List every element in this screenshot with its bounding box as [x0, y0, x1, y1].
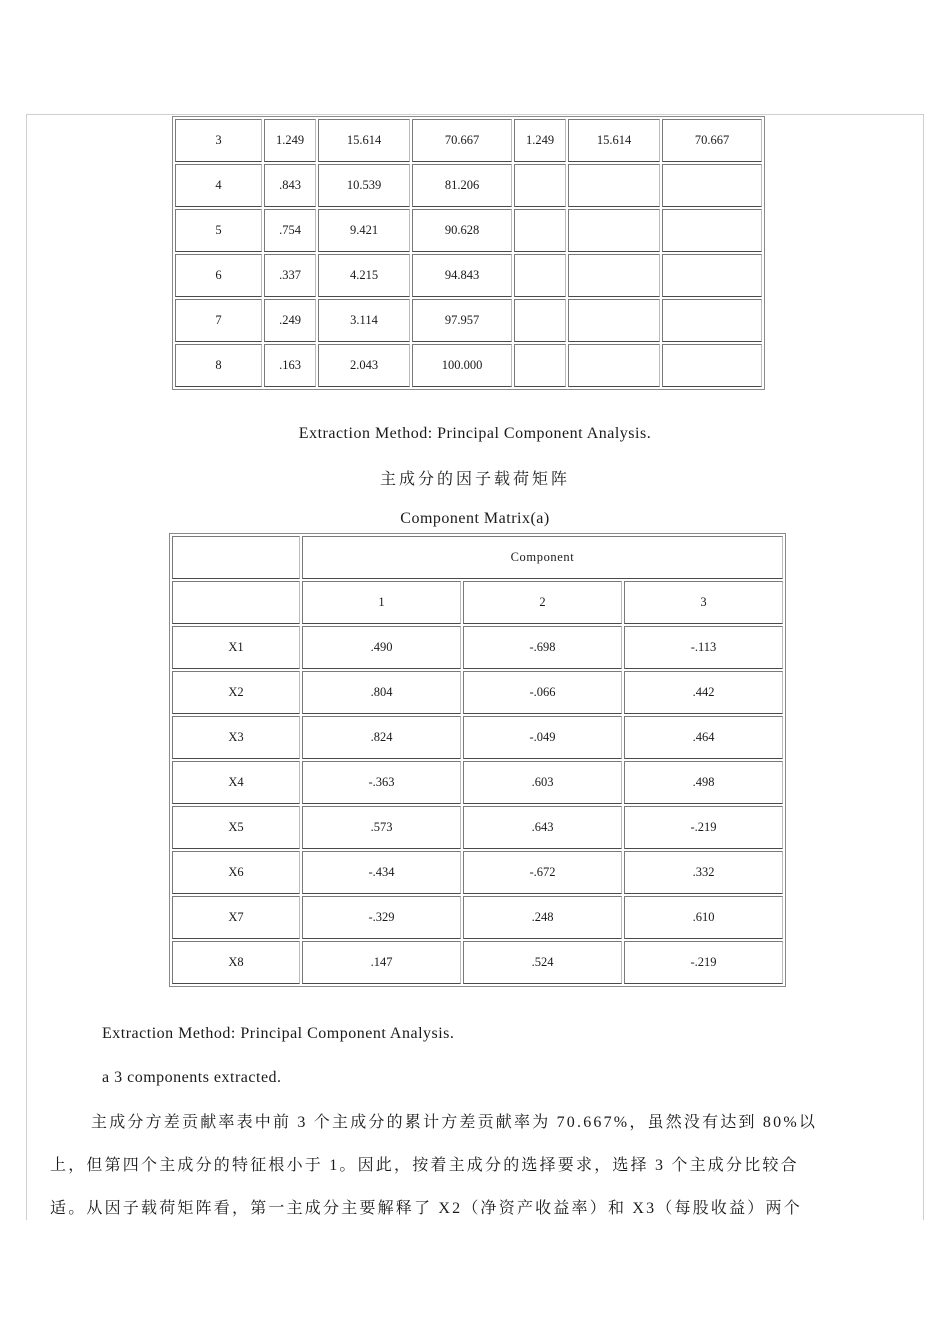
table-row: [172, 716, 783, 759]
table-cell: 6: [175, 254, 262, 297]
matrix-row-label: X3: [172, 716, 300, 759]
table-cell: .603: [463, 761, 622, 804]
table-cell: .442: [624, 671, 783, 714]
table-row: [175, 344, 762, 387]
matrix-column-header: 3: [624, 581, 783, 624]
paragraph-line-3: 适。从因子载荷矩阵看，第一主成分主要解释了 X2（净资产收益率）和 X3（每股收益）两个: [50, 1200, 802, 1217]
table-cell: .824: [302, 716, 461, 759]
table-cell: .147: [302, 941, 461, 984]
table-cell: [514, 254, 566, 297]
table-cell: 1.249: [264, 119, 316, 162]
table-cell: 15.614: [568, 119, 660, 162]
table-cell: -.113: [624, 626, 783, 669]
table-cell: .573: [302, 806, 461, 849]
table-cell: .249: [264, 299, 316, 342]
matrix-group-header-row: [172, 536, 783, 579]
matrix-row-label: X2: [172, 671, 300, 714]
component-matrix-table: [169, 533, 786, 987]
eigen-table-note: Extraction Method: Principal Component Analysis.: [298, 425, 652, 442]
matrix-footnote: a 3 components extracted.: [102, 1069, 282, 1086]
table-cell: [568, 299, 660, 342]
matrix-title-chinese: 主成分的因子载荷矩阵: [379, 469, 570, 488]
table-cell: -.066: [463, 671, 622, 714]
table-cell: [662, 164, 762, 207]
matrix-row-label: X1: [172, 626, 300, 669]
table-cell: [662, 254, 762, 297]
table-row: [172, 941, 783, 984]
table-cell: [514, 209, 566, 252]
table-cell: 81.206: [412, 164, 512, 207]
table-cell: .490: [302, 626, 461, 669]
table-cell: 7: [175, 299, 262, 342]
table-row: [172, 671, 783, 714]
table-row: [172, 806, 783, 849]
table-cell: 9.421: [318, 209, 410, 252]
table-row: [175, 299, 762, 342]
table-cell: [568, 209, 660, 252]
table-cell: -.434: [302, 851, 461, 894]
table-cell: .464: [624, 716, 783, 759]
matrix-corner-cell: [172, 581, 300, 624]
table-row: [172, 761, 783, 804]
matrix-column-header: 1: [302, 581, 461, 624]
table-cell: [514, 299, 566, 342]
table-cell: .754: [264, 209, 316, 252]
table-cell: [568, 254, 660, 297]
table-cell: .643: [463, 806, 622, 849]
table-cell: [662, 344, 762, 387]
table-cell: 15.614: [318, 119, 410, 162]
table-cell: [514, 164, 566, 207]
table-cell: 10.539: [318, 164, 410, 207]
table-row: [175, 119, 762, 162]
table-cell: .337: [264, 254, 316, 297]
matrix-row-label: X4: [172, 761, 300, 804]
table-cell: .498: [624, 761, 783, 804]
table-cell: .248: [463, 896, 622, 939]
table-cell: -.698: [463, 626, 622, 669]
table-cell: .524: [463, 941, 622, 984]
table-cell: 94.843: [412, 254, 512, 297]
table-cell: -.329: [302, 896, 461, 939]
table-cell: 97.957: [412, 299, 512, 342]
table-cell: 90.628: [412, 209, 512, 252]
table-cell: [662, 299, 762, 342]
matrix-table-note: Extraction Method: Principal Component Analysis.: [102, 1025, 455, 1042]
table-cell: .610: [624, 896, 783, 939]
matrix-row-label: X6: [172, 851, 300, 894]
table-cell: 1.249: [514, 119, 566, 162]
table-cell: 8: [175, 344, 262, 387]
table-cell: .804: [302, 671, 461, 714]
table-cell: -.672: [463, 851, 622, 894]
table-cell: 100.000: [412, 344, 512, 387]
table-cell: 70.667: [412, 119, 512, 162]
table-cell: 3.114: [318, 299, 410, 342]
table-cell: 3: [175, 119, 262, 162]
matrix-corner-cell: [172, 536, 300, 579]
table-cell: [662, 209, 762, 252]
table-cell: 70.667: [662, 119, 762, 162]
matrix-row-label: X5: [172, 806, 300, 849]
matrix-column-header: 2: [463, 581, 622, 624]
table-row: [175, 164, 762, 207]
table-cell: .843: [264, 164, 316, 207]
paragraph-line-2: 上，但第四个主成分的特征根小于 1。因此，按着主成分的选择要求，选择 3 个主成分比较合: [50, 1157, 799, 1174]
paragraph-line-1: 主成分方差贡献率表中前 3 个主成分的累计方差贡献率为 70.667%，虽然没有达到 80%以: [91, 1114, 818, 1131]
eigenvalue-table: [172, 116, 765, 390]
table-cell: 2.043: [318, 344, 410, 387]
table-cell: 4.215: [318, 254, 410, 297]
matrix-row-label: X8: [172, 941, 300, 984]
table-cell: -.219: [624, 941, 783, 984]
table-row: [175, 254, 762, 297]
table-cell: 5: [175, 209, 262, 252]
table-cell: 4: [175, 164, 262, 207]
table-cell: .332: [624, 851, 783, 894]
table-row: [172, 896, 783, 939]
table-cell: [568, 344, 660, 387]
matrix-title-english: Component Matrix(a): [400, 510, 550, 527]
table-row: [172, 851, 783, 894]
table-row: [175, 209, 762, 252]
table-cell: -.219: [624, 806, 783, 849]
matrix-group-header: Component: [302, 536, 783, 579]
table-cell: [568, 164, 660, 207]
matrix-column-header-row: [172, 581, 783, 624]
table-cell: -.049: [463, 716, 622, 759]
matrix-row-label: X7: [172, 896, 300, 939]
table-cell: .163: [264, 344, 316, 387]
table-row: [172, 626, 783, 669]
table-cell: [514, 344, 566, 387]
table-cell: -.363: [302, 761, 461, 804]
